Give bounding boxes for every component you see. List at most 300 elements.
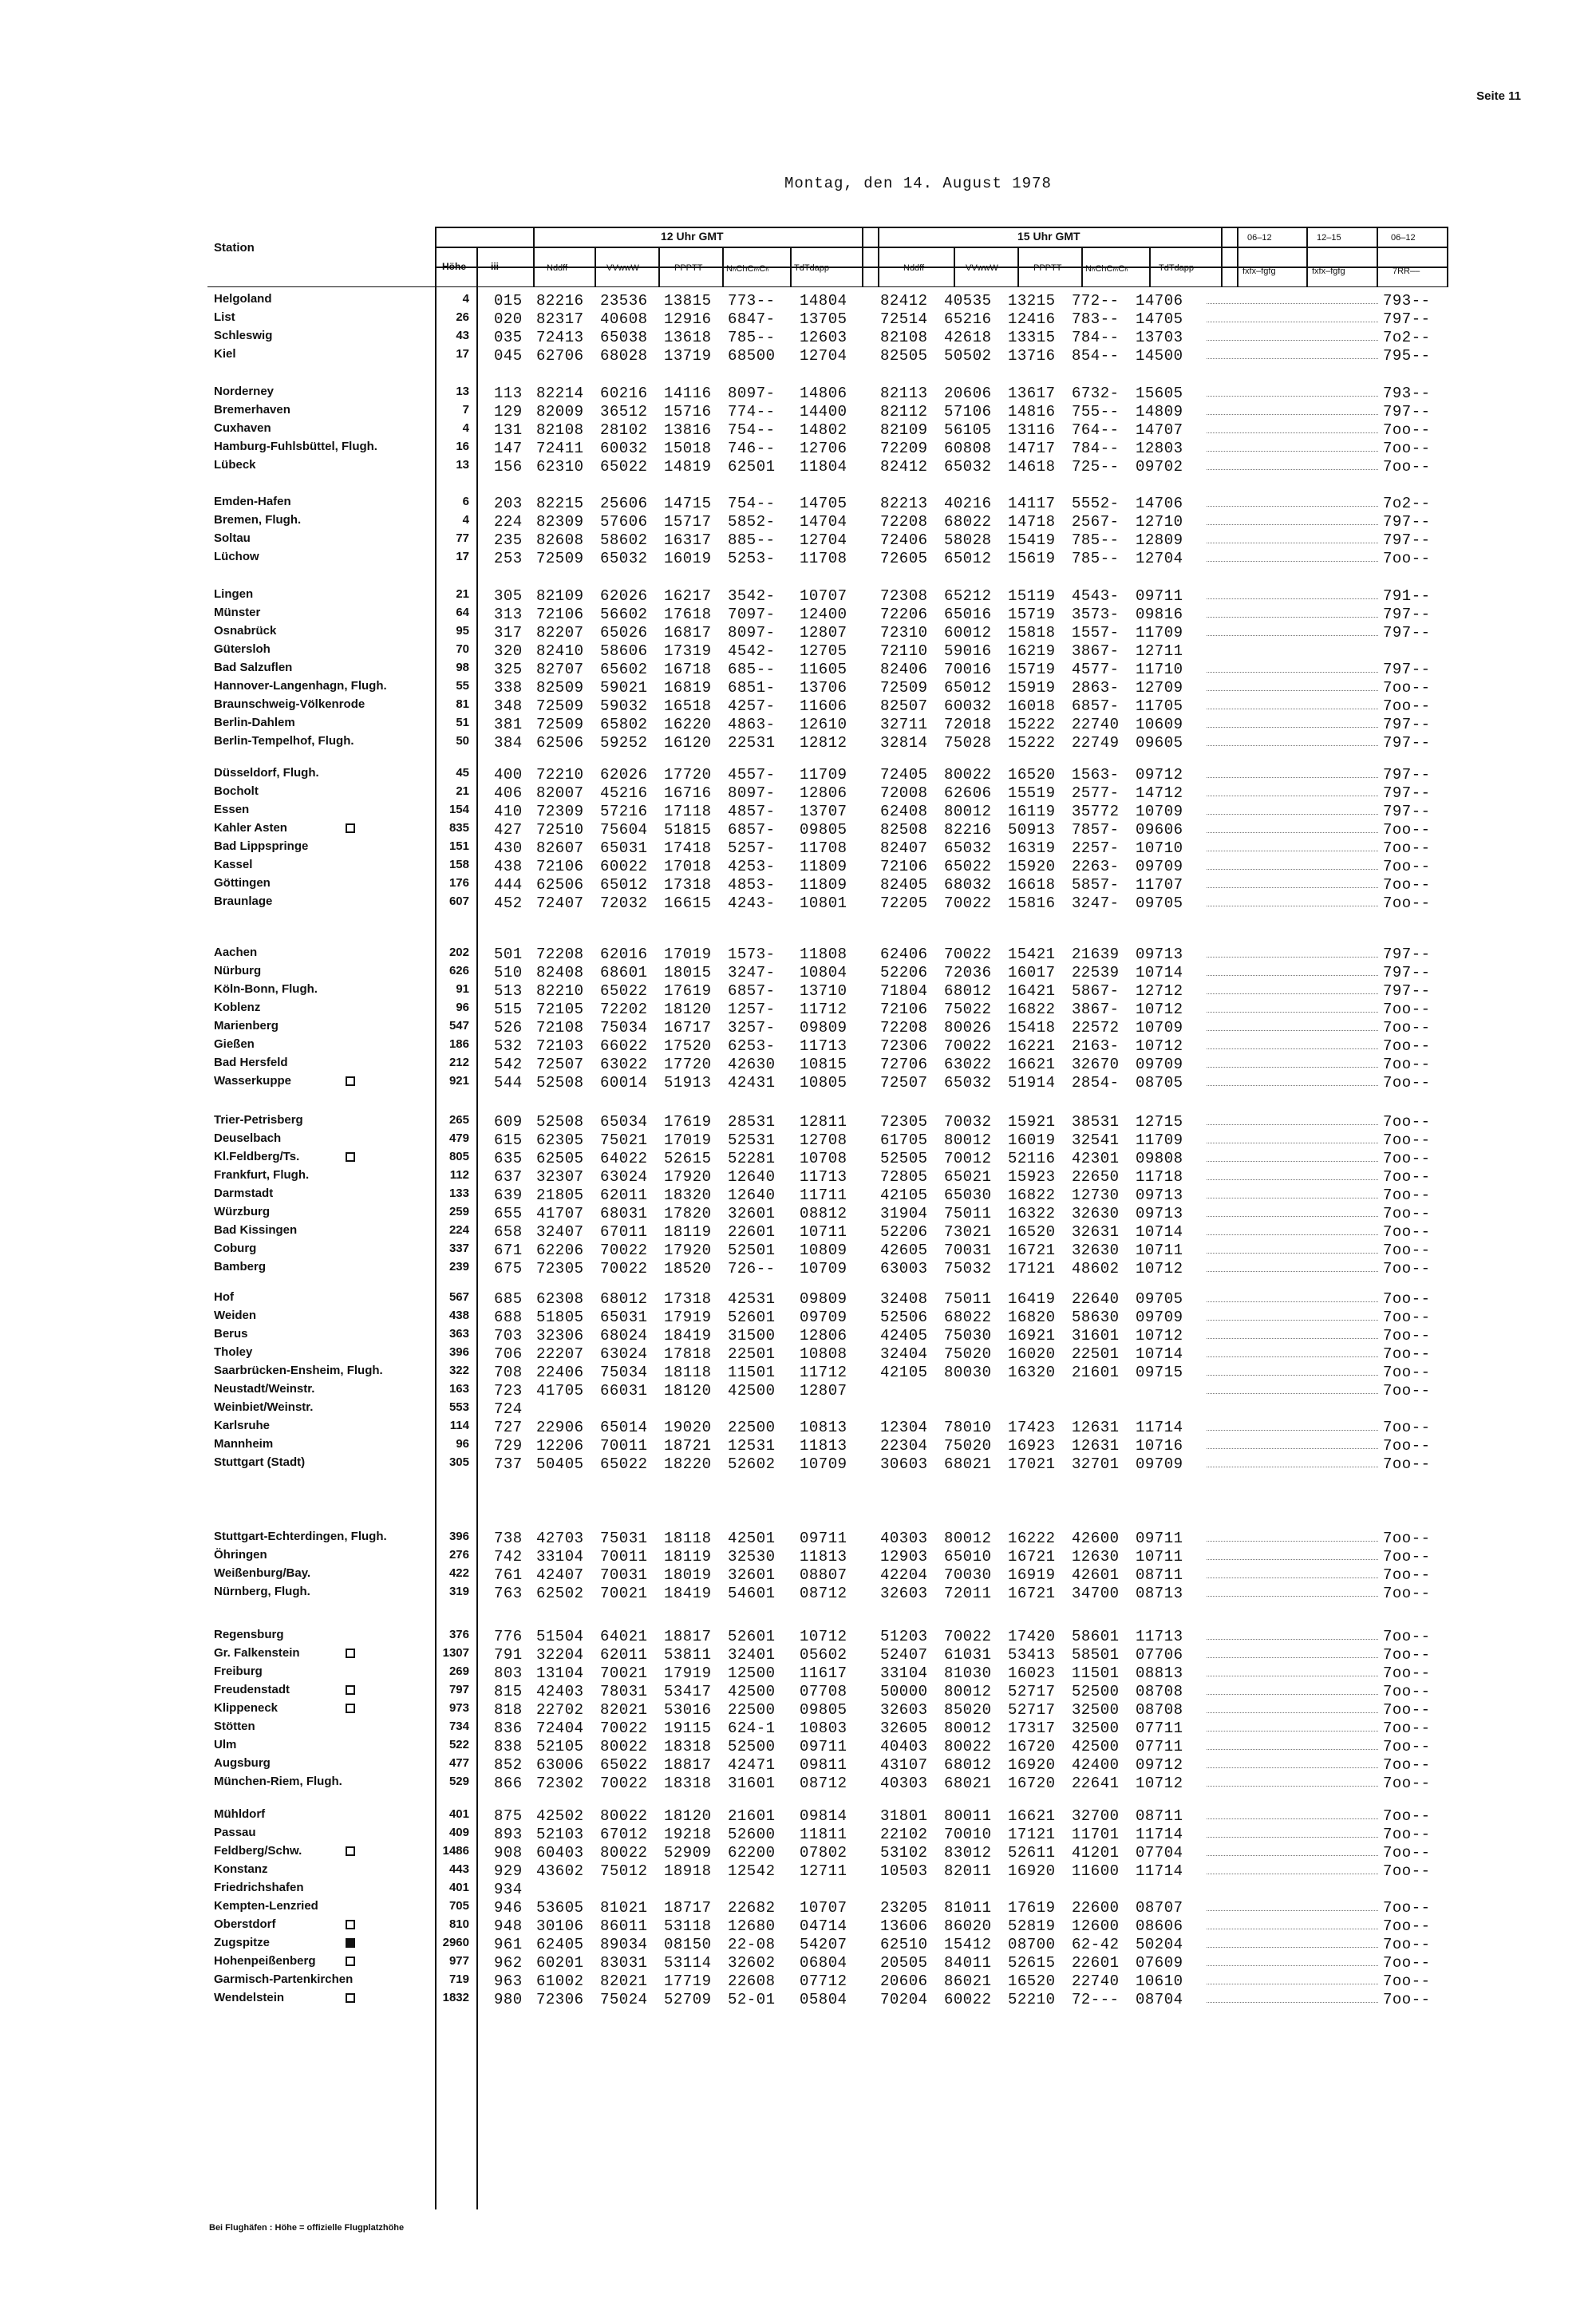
precip-code: 7oo--	[1383, 1738, 1431, 1755]
obs12-value: 11501	[728, 1364, 776, 1381]
obs15-value: 16721	[1008, 1242, 1056, 1259]
mountain-station-box	[346, 823, 355, 833]
obs12-value: 16317	[664, 531, 712, 549]
station-name: Koblenz	[214, 1001, 261, 1014]
station-height: 835	[448, 821, 469, 835]
station-id: 723	[494, 1382, 523, 1400]
obs15-value: 16621	[1008, 1807, 1056, 1825]
obs15-value: 6732-	[1072, 385, 1120, 402]
obs12-value: 16716	[664, 784, 712, 802]
obs15-value: 17619	[1008, 1899, 1056, 1917]
station-id: 948	[494, 1917, 523, 1935]
obs15-value: 11713	[1136, 1628, 1183, 1645]
table-row	[0, 1917, 1596, 1935]
obs15-value: 42105	[880, 1187, 928, 1204]
table-row	[0, 642, 1596, 660]
obs15-value: 72209	[880, 440, 928, 457]
station-name: Wendelstein	[214, 1991, 285, 2004]
obs15-value: 10712	[1136, 1037, 1183, 1055]
obs12-value: 14400	[800, 403, 847, 421]
dotted-leader	[1207, 1991, 1378, 2003]
station-name: Lübeck	[214, 458, 256, 472]
extra-sub-3: 7RR––	[1393, 267, 1420, 276]
precip-code: 7oo--	[1383, 1566, 1431, 1584]
obs12-value: 17919	[664, 1664, 712, 1682]
obs15-value: 16721	[1008, 1548, 1056, 1566]
obs15-value: 70204	[880, 1991, 928, 2008]
obs15-value: 80011	[944, 1807, 992, 1825]
station-id: 738	[494, 1530, 523, 1547]
station-height: 797	[448, 1683, 469, 1696]
obs15-value: 80026	[944, 1019, 992, 1037]
obs15-value: 62606	[944, 784, 992, 802]
obs12-value: 41707	[536, 1205, 584, 1222]
obs12-value: 11708	[800, 839, 847, 857]
obs15-value: 60032	[944, 697, 992, 715]
dotted-leader	[1207, 1756, 1378, 1768]
dotted-leader	[1207, 587, 1378, 599]
station-name: Oberstdorf	[214, 1917, 276, 1931]
obs15-value: 31601	[1072, 1327, 1120, 1345]
obs12-value: 53417	[664, 1683, 712, 1700]
station-height: 70	[456, 642, 469, 656]
precip-code: 7oo--	[1383, 1205, 1431, 1222]
obs12-value: 52-01	[728, 1991, 776, 2008]
obs15-value: 12711	[1136, 642, 1183, 660]
obs12-value: 13104	[536, 1664, 584, 1682]
table-row	[0, 876, 1596, 894]
obs12-value: 12640	[728, 1168, 776, 1186]
obs12-value: 65031	[600, 839, 648, 857]
obs12-value: 774--	[728, 403, 776, 421]
obs15-value: 12416	[1008, 310, 1056, 328]
mountain-station-box	[346, 1649, 355, 1658]
station-id: 803	[494, 1664, 523, 1682]
obs12-value: 6857-	[728, 982, 776, 1000]
table-row	[0, 1991, 1596, 2008]
station-id: 708	[494, 1364, 523, 1381]
obs15-value: 31801	[880, 1807, 928, 1825]
station-height: 112	[449, 1168, 469, 1182]
station-name: Garmisch-Partenkirchen	[214, 1972, 354, 1986]
obs15-value: 72---	[1072, 1991, 1120, 2008]
obs12-value: 75012	[600, 1862, 648, 1880]
station-height: 1832	[442, 1991, 469, 2004]
obs12-value: 3542-	[728, 587, 776, 605]
obs12-value: 52508	[536, 1113, 584, 1131]
obs12-value: 28531	[728, 1113, 776, 1131]
obs15-value: 16920	[1008, 1862, 1056, 1880]
obs12-value: 12706	[800, 440, 847, 457]
dotted-leader	[1207, 1628, 1378, 1640]
obs15-value: 07609	[1136, 1954, 1183, 1972]
obs12-value: 18120	[664, 1382, 712, 1400]
obs12-value: 17619	[664, 1113, 712, 1131]
table-row	[0, 1242, 1596, 1259]
obs12-value: 72103	[536, 1037, 584, 1055]
obs12-value: 52615	[664, 1150, 712, 1167]
obs12-value: 12708	[800, 1131, 847, 1149]
obs15-value: 16023	[1008, 1664, 1056, 1682]
obs15-value: 08708	[1136, 1701, 1183, 1719]
obs12-value: 18817	[664, 1756, 712, 1774]
obs12-value: 72510	[536, 821, 584, 839]
station-id: 852	[494, 1756, 523, 1774]
obs12-value: 57606	[600, 513, 648, 531]
obs12-value: 72507	[536, 1056, 584, 1073]
table-row	[0, 385, 1596, 402]
station-height: 26	[456, 310, 469, 324]
station-id: 635	[494, 1150, 523, 1167]
station-name: München-Riem, Flugh.	[214, 1775, 342, 1788]
table-row	[0, 513, 1596, 531]
obs12-value: 12704	[800, 531, 847, 549]
table-row	[0, 716, 1596, 733]
obs12-value: 11811	[800, 1826, 847, 1843]
obs12-value: 14802	[800, 421, 847, 439]
obs15-value: 08700	[1008, 1936, 1056, 1953]
dotted-leader	[1207, 385, 1378, 397]
obs12-value: 12206	[536, 1437, 584, 1455]
obs12-value: 11709	[800, 766, 847, 784]
obs15-value: 52116	[1008, 1150, 1056, 1167]
obs12-value: 65014	[600, 1419, 648, 1436]
obs15-value: 725--	[1072, 458, 1120, 476]
obs12-value: 12807	[800, 624, 847, 642]
group2-header: 15 Uhr GMT	[1017, 230, 1080, 243]
obs12-value: 13707	[800, 803, 847, 820]
obs15-value: 65212	[944, 587, 992, 605]
obs15-value: 10714	[1136, 1223, 1183, 1241]
obs15-value: 72106	[880, 858, 928, 875]
obs15-value: 11718	[1136, 1168, 1183, 1186]
precip-code: 7oo--	[1383, 1917, 1431, 1935]
obs12-value: 08812	[800, 1205, 847, 1222]
station-name: Öhringen	[214, 1548, 267, 1562]
obs15-value: 68022	[944, 1309, 992, 1326]
obs15-value: 86020	[944, 1917, 992, 1935]
obs12-value: 72306	[536, 1991, 584, 2008]
obs15-value: 16820	[1008, 1309, 1056, 1326]
station-name: Weißenburg/Bay.	[214, 1566, 311, 1580]
station-name: Bad Lippspringe	[214, 839, 309, 853]
station-id: 961	[494, 1936, 523, 1953]
obs12-value: 72404	[536, 1720, 584, 1737]
station-header: Station	[214, 241, 255, 255]
dotted-leader	[1207, 1972, 1378, 1984]
station-id: 637	[494, 1168, 523, 1186]
obs12-value: 67012	[600, 1826, 648, 1843]
obs12-value: 58602	[600, 531, 648, 549]
obs15-value: 15222	[1008, 716, 1056, 733]
obs15-value: 75028	[944, 734, 992, 752]
obs12-value: 62016	[600, 946, 648, 963]
obs12-value: 82608	[536, 531, 584, 549]
obs12-value: 22608	[728, 1972, 776, 1990]
station-height: 977	[448, 1954, 469, 1968]
table-row	[0, 1628, 1596, 1645]
obs12-value: 21601	[728, 1807, 776, 1825]
obs15-value: 08713	[1136, 1585, 1183, 1602]
obs12-value: 82214	[536, 385, 584, 402]
subcol-4b: NₕChCₘCₕ	[1085, 264, 1128, 274]
subcol-1a: Nddff	[547, 263, 568, 273]
station-name: Marienberg	[214, 1019, 279, 1033]
obs15-value: 32404	[880, 1345, 928, 1363]
station-name: Passau	[214, 1826, 256, 1839]
dotted-leader	[1207, 1364, 1378, 1376]
station-name: Kassel	[214, 858, 253, 871]
precip-code: 7oo--	[1383, 839, 1431, 857]
obs15-value: 72206	[880, 606, 928, 623]
obs15-value: 58028	[944, 531, 992, 549]
obs12-value: 70022	[600, 1775, 648, 1792]
dotted-leader	[1207, 1309, 1378, 1321]
station-id: 706	[494, 1345, 523, 1363]
obs15-value: 62-42	[1072, 1936, 1120, 1953]
station-name: Göttingen	[214, 876, 271, 890]
obs12-value: 18318	[664, 1738, 712, 1755]
obs12-value: 07708	[800, 1683, 847, 1700]
table-row	[0, 1807, 1596, 1825]
obs15-value: 22740	[1072, 1972, 1120, 1990]
obs15-value: 51203	[880, 1628, 928, 1645]
dotted-leader	[1207, 1056, 1378, 1068]
station-name: Wasserkuppe	[214, 1074, 291, 1088]
station-height: 51	[456, 716, 469, 729]
obs15-value: 50204	[1136, 1936, 1183, 1953]
obs15-value: 68021	[944, 1775, 992, 1792]
obs12-value: 22-08	[728, 1936, 776, 1953]
obs15-value: 854--	[1072, 347, 1120, 365]
obs12-value: 52909	[664, 1844, 712, 1862]
station-id: 729	[494, 1437, 523, 1455]
obs15-value: 41201	[1072, 1844, 1120, 1862]
obs15-value: 755--	[1072, 403, 1120, 421]
obs12-value: 12704	[800, 347, 847, 365]
obs15-value: 12903	[880, 1548, 928, 1566]
station-id: 791	[494, 1646, 523, 1664]
obs12-value: 08712	[800, 1775, 847, 1792]
obs12-value: 12806	[800, 784, 847, 802]
obs15-value: 16720	[1008, 1775, 1056, 1792]
obs12-value: 13816	[664, 421, 712, 439]
obs12-value: 18015	[664, 964, 712, 981]
dotted-leader	[1207, 1720, 1378, 1732]
obs12-value: 72105	[536, 1001, 584, 1018]
obs15-value: 32500	[1072, 1701, 1120, 1719]
obs12-value: 754--	[728, 421, 776, 439]
obs12-value: 52709	[664, 1991, 712, 2008]
obs12-value: 17618	[664, 606, 712, 623]
obs12-value: 18318	[664, 1775, 712, 1792]
precip-code: 7oo--	[1383, 1150, 1431, 1167]
obs12-value: 14806	[800, 385, 847, 402]
obs15-value: 72036	[944, 964, 992, 981]
station-id: 015	[494, 292, 523, 310]
obs15-value: 16222	[1008, 1530, 1056, 1547]
obs12-value: 72509	[536, 550, 584, 567]
obs12-value: 53811	[664, 1646, 712, 1664]
table-row	[0, 1548, 1596, 1566]
station-height: 114	[449, 1419, 469, 1432]
obs12-value: 65022	[600, 1455, 648, 1473]
obs15-value: 33104	[880, 1664, 928, 1682]
station-height: 50	[456, 734, 469, 748]
station-id: 430	[494, 839, 523, 857]
obs15-value: 16019	[1008, 1131, 1056, 1149]
table-row	[0, 697, 1596, 715]
mountain-station-box	[346, 1152, 355, 1162]
obs15-value: 11714	[1136, 1419, 1183, 1436]
dotted-leader	[1207, 1019, 1378, 1031]
obs12-value: 82408	[536, 964, 584, 981]
obs12-value: 6253-	[728, 1037, 776, 1055]
obs12-value: 18118	[664, 1530, 712, 1547]
precip-code: 7oo--	[1383, 1187, 1431, 1204]
obs15-value: 1563-	[1072, 766, 1120, 784]
obs15-value: 32603	[880, 1701, 928, 1719]
station-id: 427	[494, 821, 523, 839]
dotted-leader	[1207, 1223, 1378, 1235]
obs12-value: 42630	[728, 1056, 776, 1073]
table-row	[0, 1131, 1596, 1149]
obs15-value: 07704	[1136, 1844, 1183, 1862]
obs15-value: 3247-	[1072, 894, 1120, 912]
station-id: 313	[494, 606, 523, 623]
table-row	[0, 606, 1596, 623]
obs15-value: 81011	[944, 1899, 992, 1917]
station-id: 384	[494, 734, 523, 752]
obs12-value: 10709	[800, 1455, 847, 1473]
obs15-value: 14718	[1008, 513, 1056, 531]
obs15-value: 75011	[944, 1290, 992, 1308]
dotted-leader	[1207, 1187, 1378, 1198]
obs15-value: 13617	[1008, 385, 1056, 402]
dotted-leader	[1207, 734, 1378, 746]
obs12-value: 15018	[664, 440, 712, 457]
precip-code: 7oo--	[1383, 1074, 1431, 1092]
obs15-value: 5857-	[1072, 876, 1120, 894]
obs12-value: 18717	[664, 1899, 712, 1917]
station-name: Schleswig	[214, 329, 273, 342]
precip-code: 797--	[1383, 606, 1431, 623]
dotted-leader	[1207, 1566, 1378, 1578]
station-id: 703	[494, 1327, 523, 1345]
mountain-station-box	[346, 1920, 355, 1929]
obs15-value: 82412	[880, 292, 928, 310]
dotted-leader	[1207, 716, 1378, 728]
obs15-value: 68012	[944, 1756, 992, 1774]
precip-code: 7oo--	[1383, 1585, 1431, 1602]
obs12-value: 16220	[664, 716, 712, 733]
subcol-2b: VVwwW	[966, 263, 998, 273]
dotted-leader	[1207, 1168, 1378, 1180]
obs15-value: 50913	[1008, 821, 1056, 839]
table-row	[0, 1530, 1596, 1547]
obs15-value: 15222	[1008, 734, 1056, 752]
station-name: Konstanz	[214, 1862, 268, 1876]
obs12-value: 10709	[800, 1260, 847, 1277]
obs12-value: 7097-	[728, 606, 776, 623]
obs12-value: 62505	[536, 1150, 584, 1167]
obs12-value: 70031	[600, 1566, 648, 1584]
obs12-value: 12680	[728, 1917, 776, 1935]
obs12-value: 75034	[600, 1364, 648, 1381]
precip-code: 797--	[1383, 403, 1431, 421]
station-id: 147	[494, 440, 523, 457]
obs12-value: 65802	[600, 716, 648, 733]
station-id: 406	[494, 784, 523, 802]
station-name: Freudenstadt	[214, 1683, 290, 1696]
obs12-value: 81021	[600, 1899, 648, 1917]
obs15-value: 52717	[1008, 1683, 1056, 1700]
station-id: 727	[494, 1419, 523, 1436]
precip-code: 797--	[1383, 784, 1431, 802]
dotted-leader	[1207, 1683, 1378, 1695]
obs12-value: 13815	[664, 292, 712, 310]
obs15-value: 772--	[1072, 292, 1120, 310]
group1-header: 12 Uhr GMT	[661, 230, 724, 243]
obs15-value: 52500	[1072, 1683, 1120, 1700]
precip-code: 7oo--	[1383, 1899, 1431, 1917]
obs12-value: 10712	[800, 1628, 847, 1645]
obs15-value: 32814	[880, 734, 928, 752]
obs15-value: 2854-	[1072, 1074, 1120, 1092]
obs12-value: 62011	[600, 1646, 648, 1664]
dotted-leader	[1207, 1664, 1378, 1676]
obs12-value: 10805	[800, 1074, 847, 1092]
obs12-value: 5257-	[728, 839, 776, 857]
station-height: 626	[448, 964, 469, 977]
obs15-value: 15921	[1008, 1113, 1056, 1131]
precip-code: 7oo--	[1383, 1260, 1431, 1277]
obs15-value: 32630	[1072, 1205, 1120, 1222]
obs12-value: 11713	[800, 1037, 847, 1055]
station-id: 305	[494, 587, 523, 605]
precip-code: 7oo--	[1383, 1345, 1431, 1363]
obs15-value: 11501	[1072, 1664, 1120, 1682]
obs15-value: 4577-	[1072, 661, 1120, 678]
station-id: 761	[494, 1566, 523, 1584]
obs12-value: 18520	[664, 1260, 712, 1277]
precip-code: 7oo--	[1383, 1826, 1431, 1843]
obs12-value: 11606	[800, 697, 847, 715]
obs12-value: 16019	[664, 550, 712, 567]
station-height: 17	[456, 347, 469, 361]
obs15-value: 10709	[1136, 1019, 1183, 1037]
precip-code: 7o2--	[1383, 495, 1431, 512]
obs12-value: 22531	[728, 734, 776, 752]
table-row	[0, 292, 1596, 310]
station-id: 815	[494, 1683, 523, 1700]
station-name: Stötten	[214, 1720, 255, 1733]
obs15-value: 62406	[880, 946, 928, 963]
obs15-value: 16018	[1008, 697, 1056, 715]
table-row	[0, 421, 1596, 439]
obs15-value: 09712	[1136, 1756, 1183, 1774]
station-height: 43	[456, 329, 469, 342]
obs15-value: 70022	[944, 1628, 992, 1645]
obs15-value: 16920	[1008, 1756, 1056, 1774]
obs12-value: 12916	[664, 310, 712, 328]
obs15-value: 17121	[1008, 1260, 1056, 1277]
station-id: 501	[494, 946, 523, 963]
station-height: 21	[456, 784, 469, 798]
station-height: 96	[456, 1001, 469, 1014]
obs15-value: 09702	[1136, 458, 1183, 476]
obs12-value: 62310	[536, 458, 584, 476]
